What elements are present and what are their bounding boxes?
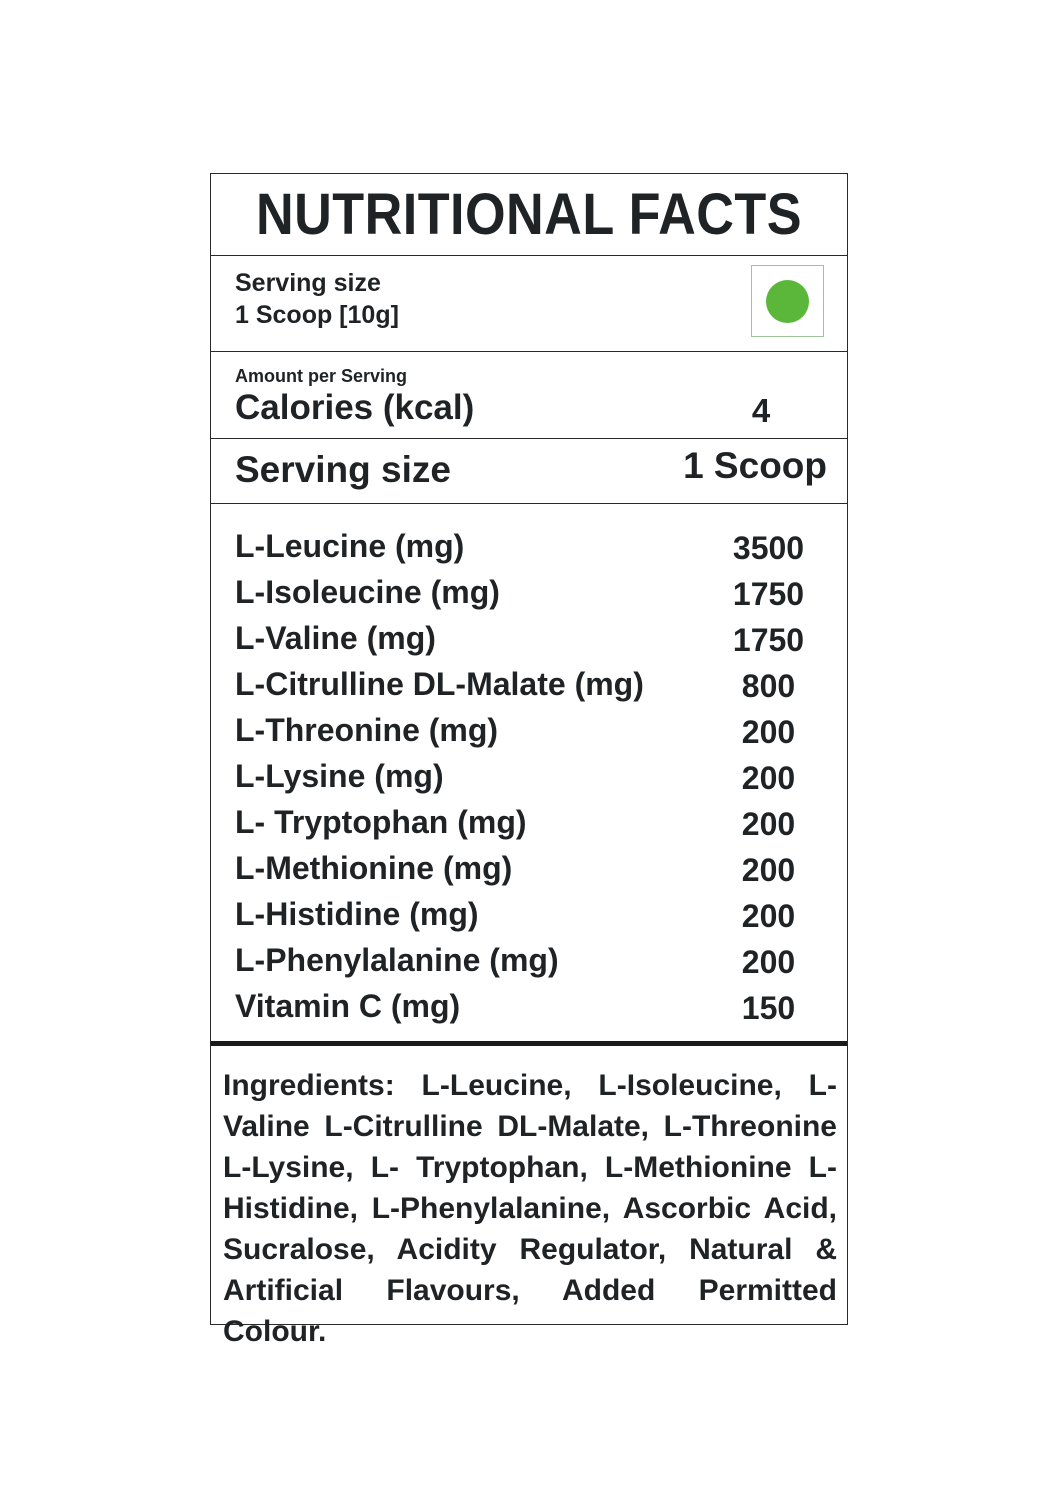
nutrient-name: L-Isoleucine (mg) (235, 574, 500, 610)
nutrient-name: Vitamin C (mg) (235, 988, 461, 1024)
nutrient-row (211, 620, 847, 666)
title-section (211, 174, 847, 256)
label-title: NUTRITIONAL FACTS (255, 182, 803, 247)
nutrient-value: 200 (741, 760, 796, 796)
nutrient-row (211, 896, 847, 942)
calories-section (211, 352, 847, 439)
serving-size-label: Serving size (235, 269, 381, 297)
nutrient-row (211, 528, 847, 574)
nutrient-value: 200 (741, 852, 796, 888)
nutrient-name: L-Leucine (mg) (235, 528, 465, 564)
nutrient-name: L-Histidine (mg) (235, 896, 479, 932)
nutrient-row (211, 574, 847, 620)
nutrient-row (211, 712, 847, 758)
nutrient-value: 150 (741, 990, 796, 1026)
nutrient-value: 3500 (732, 530, 805, 566)
nutrient-row (211, 804, 847, 850)
nutrient-row (211, 942, 847, 988)
nutrient-name: L-Lysine (mg) (235, 758, 444, 794)
ingredients-text: Ingredients: L-Leucine, L-Isoleucine, L-Valine L-Citrulline DL-Malate, L-Threonine L-Lysine, L- Tryptophan, L-Methionine L-Histidine, L-Phenylalanine, Ascorbic Acid, Sucralose, Acidity Regulator, Natural & Artificial Flavours, Added Permitted Colour. (223, 1069, 837, 1348)
nutrient-name: L-Methionine (mg) (235, 850, 513, 886)
serving-size-value: 1 Scoop [10g] (235, 301, 399, 329)
nutrition-facts-label (210, 173, 848, 1348)
vegetarian-mark-icon (751, 265, 824, 337)
nutrients-section (211, 504, 847, 1046)
vegetarian-dot-icon (766, 280, 809, 323)
serving-size-section (211, 439, 847, 504)
nutrient-value: 200 (741, 714, 796, 750)
nutrient-value: 200 (741, 944, 796, 980)
serving-size-row-value: 1 Scoop (683, 445, 827, 486)
nutrient-value: 800 (741, 668, 796, 704)
nutrient-row (211, 666, 847, 712)
nutrient-name: L-Citrulline DL-Malate (mg) (235, 666, 644, 702)
nutrient-value: 200 (741, 806, 796, 842)
nutrient-row (211, 850, 847, 896)
amount-per-serving-label: Amount per Serving (235, 366, 408, 386)
nutrient-value: 1750 (732, 576, 805, 612)
calories-label: Calories (kcal) (235, 388, 475, 427)
serving-size-row-label: Serving size (235, 449, 451, 490)
calories-value: 4 (751, 392, 771, 429)
nutrient-row (211, 988, 847, 1034)
nutrient-value: 200 (741, 898, 796, 934)
nutrient-row (211, 758, 847, 804)
nutrient-value: 1750 (732, 622, 805, 658)
nutrient-name: L-Phenylalanine (mg) (235, 942, 559, 978)
nutrient-name: L- Tryptophan (mg) (235, 804, 527, 840)
ingredients-section (211, 1051, 847, 1348)
serving-header-section (211, 256, 847, 352)
nutrient-name: L-Valine (mg) (235, 620, 436, 656)
nutrient-name: L-Threonine (mg) (235, 712, 499, 748)
